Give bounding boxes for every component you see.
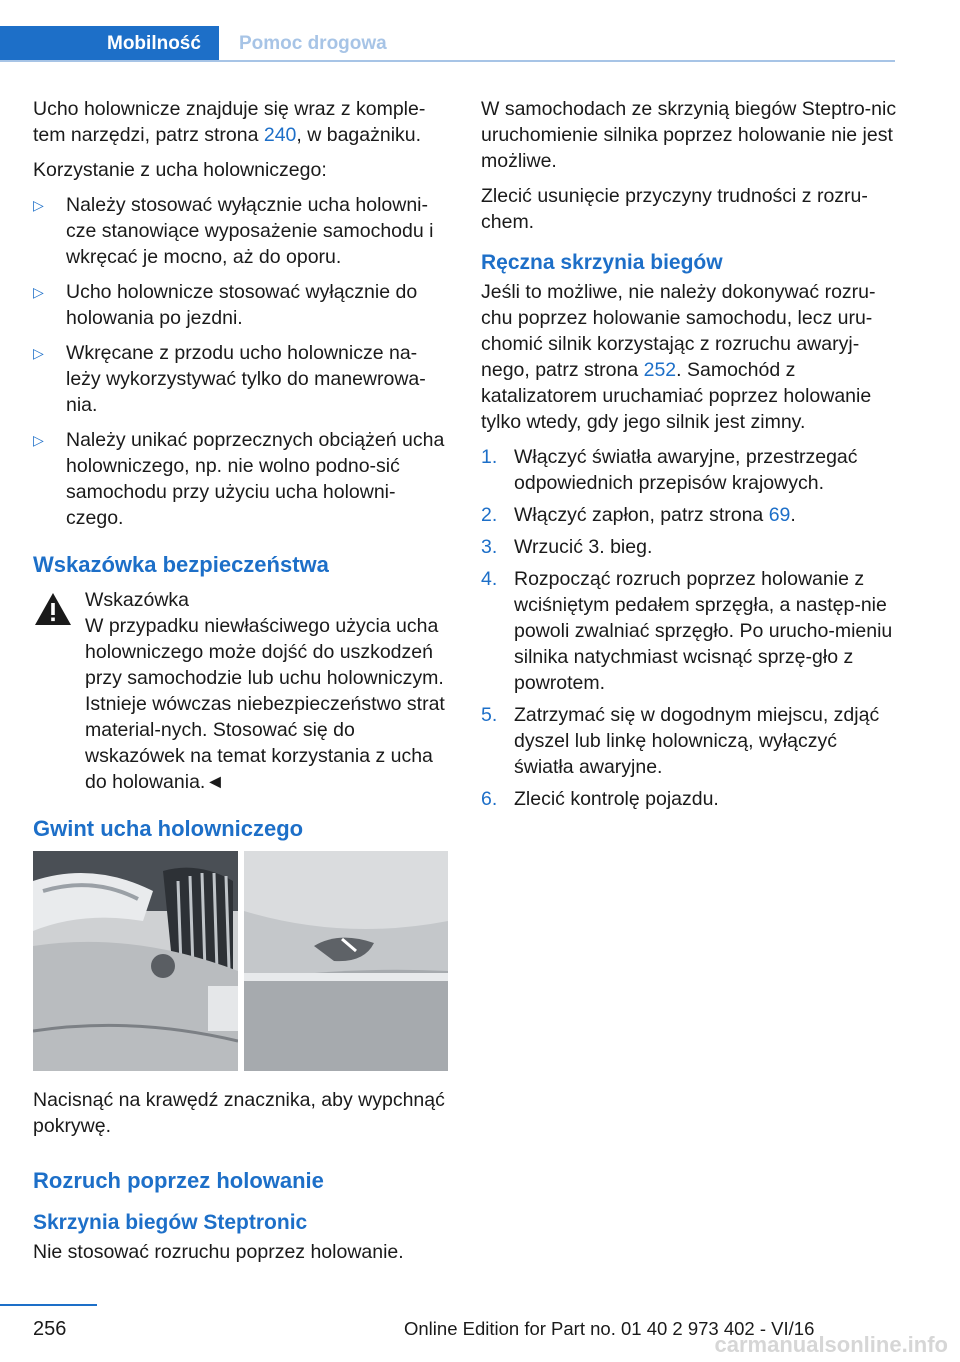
- photo-caption: Nacisnąć na krawędź znacznika, aby wypchnąć pokrywę.: [33, 1089, 445, 1137]
- list-item: [481, 566, 901, 696]
- page-number: 256: [33, 1318, 67, 1340]
- tow-start-heading: Rozruch poprzez holowanie: [33, 1168, 324, 1193]
- step-text: Włączyć światła awaryjne, przestrzegać odpowiednich przepisów krajowych.: [514, 446, 858, 494]
- triangle-bullet-icon: ▷: [33, 432, 44, 448]
- step-text: Rozpocząć rozruch poprzez holowanie z wciśniętym pedałem sprzęgła, a następ-nie powoli zwalniać sprzęgło. Po urucho-mieniu silnika natychmiast wcisnąć sprzę-gło z powrotem.: [514, 568, 893, 694]
- usage-title: Korzystanie z ucha holowniczego:: [33, 159, 327, 181]
- footer-divider: [0, 1304, 97, 1306]
- tab-pomoc-drogowa[interactable]: Pomoc drogowa: [238, 33, 387, 54]
- warning-label: Wskazówka: [85, 589, 190, 611]
- step-text: Wrzucić 3. bieg.: [514, 536, 653, 558]
- warning-triangle-icon: [33, 591, 73, 627]
- step-text: Włączyć zapłon, patrz strona: [514, 504, 769, 526]
- list-item-text: Należy stosować wyłącznie ucha holowni-cze stanowiące wyposażenie samochodu i wkręcać je mocno, aż do oporu.: [66, 194, 434, 268]
- list-item: [33, 427, 448, 531]
- list-item: [33, 192, 448, 270]
- page-link-240[interactable]: 240: [263, 124, 297, 146]
- right-column: [481, 96, 901, 818]
- list-item: [481, 444, 901, 496]
- list-item-text: Ucho holownicze stosować wyłącznie do holowania po jezdni.: [66, 281, 418, 329]
- car-front-photo: [33, 851, 238, 1071]
- thread-heading: Gwint ucha holowniczego: [33, 816, 304, 841]
- step-number: 3.: [481, 536, 498, 558]
- steptronic-text: Nie stosować rozruchu poprzez holowanie.: [33, 1241, 404, 1263]
- repair-advice: Zlecić usunięcie przyczyny trudności z rozru-chem.: [481, 185, 868, 233]
- intro-paragraph: [33, 96, 448, 148]
- step-number: 6.: [481, 788, 498, 810]
- step-number: 4.: [481, 568, 498, 590]
- header-tabs: [0, 26, 407, 62]
- list-item: [33, 279, 448, 331]
- step-text: Zlecić kontrolę pojazdu.: [514, 788, 719, 810]
- safety-heading: Wskazówka bezpieczeństwa: [33, 552, 329, 577]
- warning-text: W przypadku niewłaściwego użycia ucha holowniczego może dojść do uszkodzeń przy samochodzie lub uchu holowniczym. Istnieje wówczas niebezpieczeństwo strat material-nych. Stosować się do wskazówek na temat korzystania z ucha do holowania.◄: [85, 615, 445, 793]
- warning-text-wrap: [33, 613, 448, 795]
- left-column: [33, 96, 448, 1274]
- manual-text-a: Jeśli to możliwe, nie należy dokonywać rozru-chu poprzez holowanie samochodu, lecz uru-chomić silnik korzystając z rozruchu awaryj-nego, patrz strona: [481, 281, 876, 381]
- step-number: 1.: [481, 446, 498, 468]
- manual-gearbox-heading: Ręczna skrzynia biegów: [481, 251, 723, 274]
- steptronic-info: W samochodach ze skrzynią biegów Steptro-nic uruchomienie silnika poprzez holowanie nie jest możliwe.: [481, 98, 897, 172]
- list-item: [481, 502, 901, 528]
- manual-gearbox-text: [481, 279, 901, 435]
- manual-text-b: . Samochód z katalizatorem uruchamiać poprzez holowanie tylko wtedy, gdy jego silnik jest zimny.: [481, 359, 872, 433]
- list-item: [33, 340, 448, 418]
- triangle-bullet-icon: ▷: [33, 345, 44, 361]
- step-number: 5.: [481, 704, 498, 726]
- intro-text-a: Ucho holownicze znajduje się wraz z komple-tem narzędzi, patrz strona: [33, 98, 426, 146]
- list-item: [481, 534, 901, 560]
- tow-eye-photo: [33, 851, 448, 1071]
- list-item: [481, 702, 901, 780]
- edition-info: Online Edition for Part no. 01 40 2 973 402 - VI/16: [404, 1318, 815, 1339]
- step-text: Zatrzymać się w dogodnym miejscu, zdjąć dyszel lub linkę holowniczą, wyłączyć światła awaryjne.: [514, 704, 880, 778]
- list-item: [481, 786, 901, 812]
- tab-mobilnosc[interactable]: Mobilność: [0, 26, 219, 62]
- list-item-text: Należy unikać poprzecznych obciążeń ucha holowniczego, np. nie wolno podno-sić samochodu przy użyciu ucha holowni-czego.: [66, 429, 445, 529]
- triangle-bullet-icon: ▷: [33, 284, 44, 300]
- step-number: 2.: [481, 504, 498, 526]
- triangle-bullet-icon: ▷: [33, 197, 44, 213]
- intro-text-b: , w bagażniku.: [296, 124, 422, 146]
- steptronic-heading: Skrzynia biegów Steptronic: [33, 1211, 308, 1234]
- header-divider: [0, 60, 895, 62]
- tow-eye-cover-photo: [244, 851, 448, 1071]
- usage-list: [33, 192, 448, 531]
- step-text-end: .: [790, 504, 796, 526]
- page-link-252[interactable]: 252: [643, 359, 677, 381]
- list-item-text: Wkręcane z przodu ucho holownicze na-leży wykorzystywać tylko do manewrowa-nia.: [66, 342, 426, 416]
- steps-list: [481, 444, 901, 812]
- watermark: carmanualsonline.info: [714, 1332, 948, 1357]
- page-link-69[interactable]: 69: [768, 504, 791, 526]
- warning-block: [33, 587, 448, 795]
